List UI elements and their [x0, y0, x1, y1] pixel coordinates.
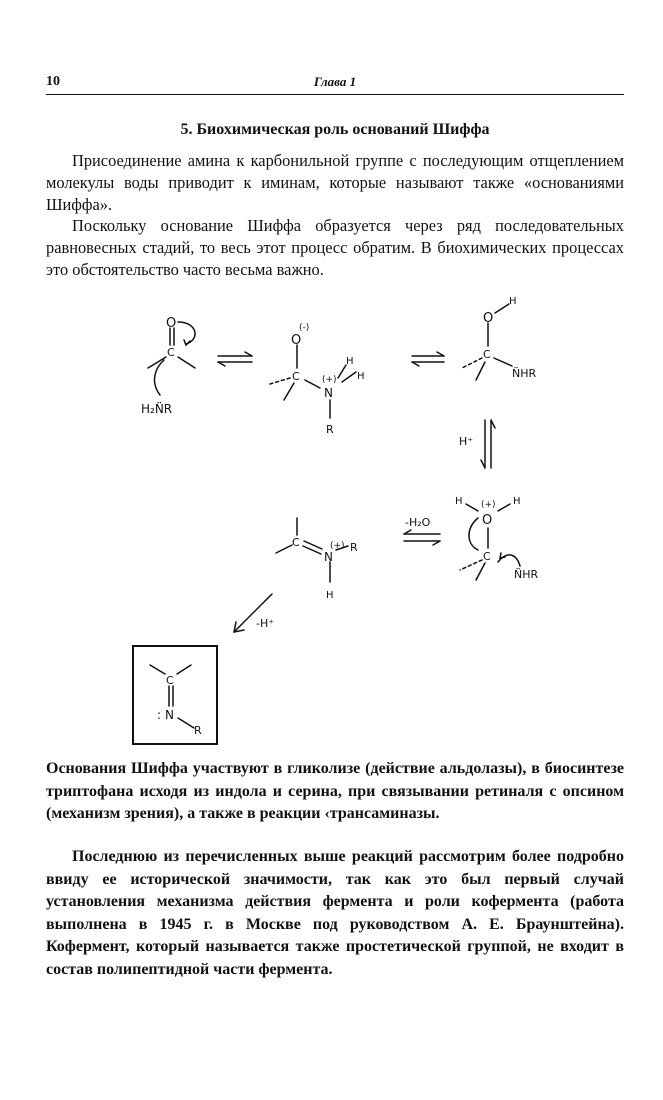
paragraph-3: Основания Шиффа участвуют в гликолизе (действие альдолазы), в биосинтезе триптофана исходя из индола и серина, при связывании ретиналя с опсином (механизм зрения), а также в реакции ‹трансаминазы.	[46, 760, 624, 822]
atom-label: H	[346, 356, 354, 367]
paragraph-1: Присоединение амина к карбонильной группе с последующим отщеплением молекулы воды приводит к иминам, которые называют также «основаниями Шиффа».	[46, 151, 624, 214]
atom-label: O	[483, 311, 494, 326]
atom-label: H	[509, 296, 517, 307]
bond	[178, 718, 194, 728]
bond	[476, 563, 485, 580]
curved-arrow	[154, 360, 164, 395]
atom-label: N	[165, 708, 174, 722]
bond	[276, 545, 292, 553]
atom-label: O	[482, 513, 493, 528]
amine-label: N̈HR	[514, 568, 539, 581]
bond	[338, 365, 346, 378]
atom-label: N	[324, 386, 333, 400]
bond	[284, 383, 294, 400]
atom-label: H	[326, 590, 334, 601]
atom-label: C	[483, 348, 491, 361]
atom-label: C	[166, 674, 174, 687]
bond	[305, 380, 320, 388]
atom-label: R	[326, 423, 334, 436]
charge-label: (+)	[322, 375, 337, 385]
amine-label: H₂N̈R	[141, 402, 173, 416]
chapter-title: Глава 1	[313, 74, 357, 89]
atom-label: R	[350, 541, 358, 554]
atom-label: H	[455, 496, 463, 507]
curved-arrow	[498, 555, 520, 566]
atom-label: C	[483, 550, 491, 563]
charge-label: (+)	[481, 500, 496, 510]
charge-label: (+)	[330, 541, 345, 551]
bond	[177, 665, 191, 674]
paragraph-4: Последнюю из перечисленных выше реакций рассмотрим более подробно ввиду ее исторической значимости, так как это был первый случай установления механизма действия фермента и роли кофермента (работа выполнена в 1945 г. в Москве под руководством А. Е. Браунштейна). Кофермент, который называется также простетической группой, не входит в состав полипептидной части фермента.	[46, 848, 624, 978]
bond	[495, 304, 509, 313]
charge-label: (-)	[299, 323, 310, 333]
bond	[460, 560, 482, 570]
atom-label: H	[513, 496, 521, 507]
bond	[270, 378, 290, 384]
bond	[466, 504, 478, 511]
proton-loss-label: -H⁺	[256, 617, 275, 630]
atom-label: C	[292, 536, 300, 549]
bond	[498, 504, 510, 511]
product-box	[133, 646, 217, 744]
atom-label: C	[167, 346, 175, 359]
atom-label: H	[357, 371, 365, 382]
bond	[476, 362, 485, 380]
bond	[342, 372, 356, 382]
proton-label: H⁺	[459, 435, 474, 448]
paragraph-2: Поскольку основание Шиффа образуется через ряд последовательных равновесных стадий, то весь этот процесс обратим. В биохимических процессах это обстоятельство часто весьма важно.	[46, 216, 624, 279]
amine-label: N̈HR	[512, 367, 537, 380]
section-title: 5. Биохимическая роль оснований Шиффа	[180, 121, 490, 138]
atom-label: O	[291, 333, 302, 348]
page-number: 10	[46, 74, 60, 89]
atom-label: N	[324, 550, 333, 564]
bond	[494, 358, 512, 366]
arrowhead	[184, 340, 190, 345]
water-loss-label: -H₂O	[405, 516, 431, 529]
bond	[462, 358, 482, 368]
curved-arrow	[469, 518, 478, 550]
curved-arrow	[178, 322, 195, 344]
atom-label: R	[194, 724, 202, 737]
atom-label: O	[166, 316, 177, 331]
bond	[178, 357, 195, 368]
atom-label: C	[292, 370, 300, 383]
bond	[148, 357, 166, 368]
bond	[150, 665, 165, 674]
lone-pair: :	[157, 708, 162, 722]
